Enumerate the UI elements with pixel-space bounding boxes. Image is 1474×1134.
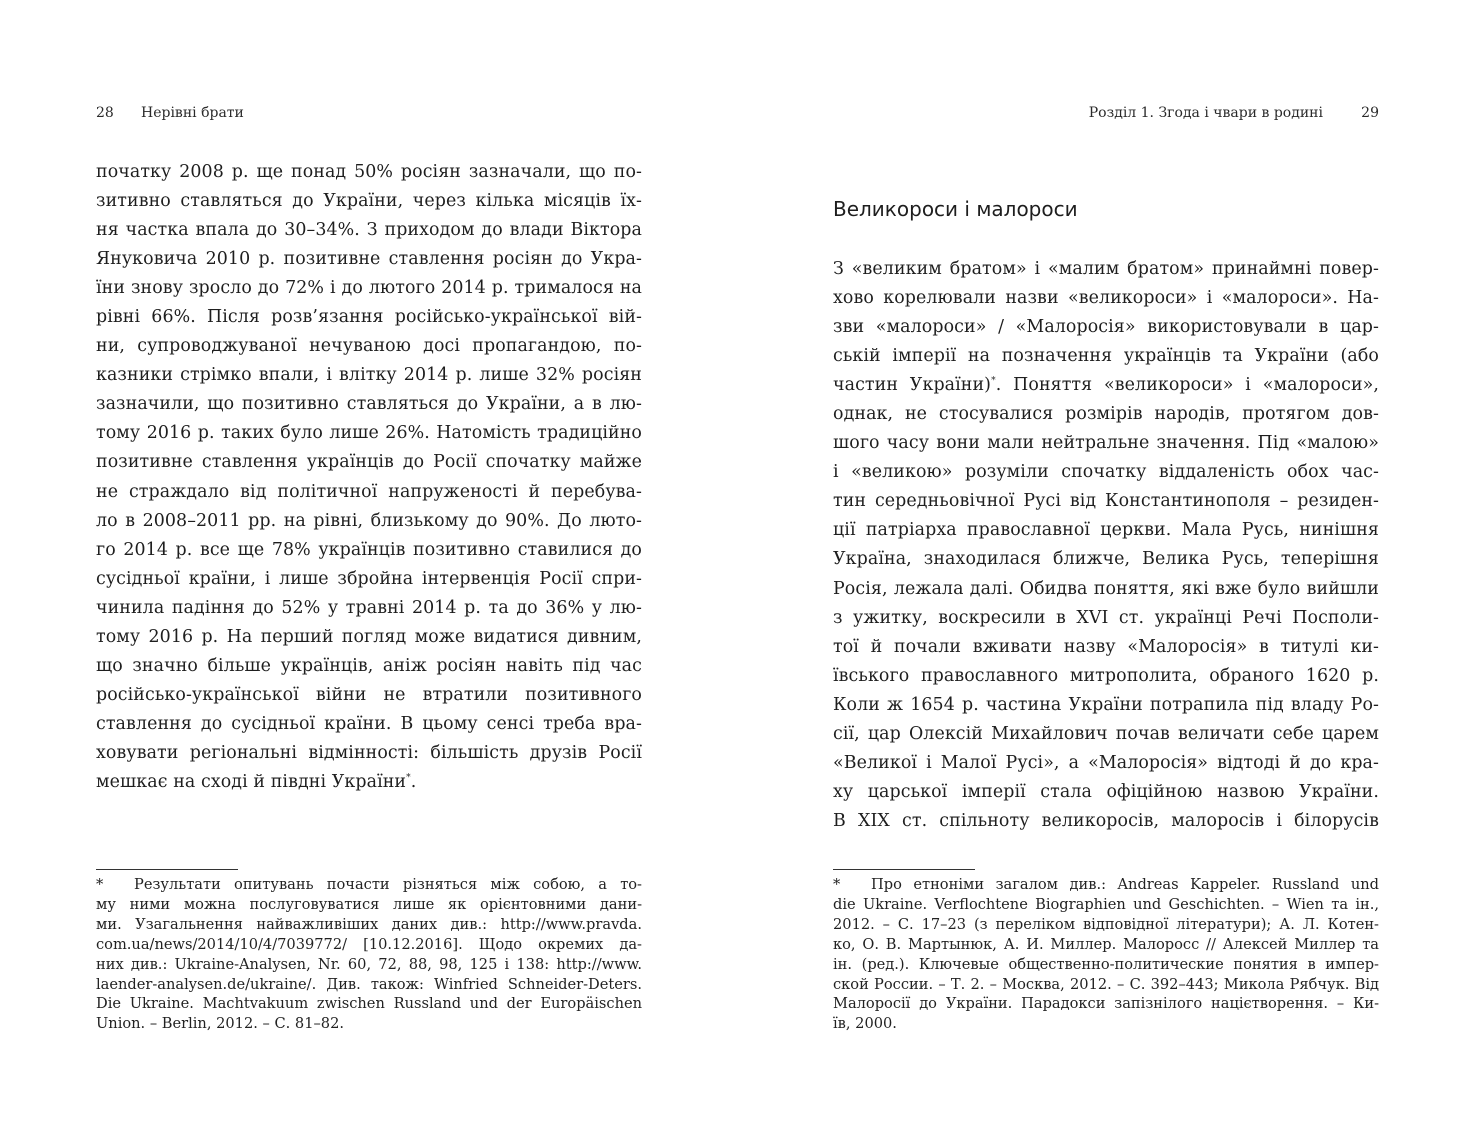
text-line-last [96, 768, 642, 797]
text-line: ції патріарха православної церкви. Мала Русь, нинішня [833, 520, 1379, 541]
footnote-reference[interactable]: * [991, 376, 996, 387]
body-text-right [833, 255, 1379, 836]
footnote-line: 2012. – С. 17–23 (з переліком відповідної літератури); А. Л. Котен- [833, 915, 1379, 933]
footnote-line: Union. – Berlin, 2012. – С. 81–82. [96, 1015, 344, 1033]
text-line [833, 371, 1379, 400]
text-line: хово корелювали назви «великороси» і «малороси». На- [833, 288, 1379, 309]
footnote-line: ін. (ред.). Ключевые общественно-политические понятия в импер- [833, 955, 1379, 973]
text-line: однак, не стосувалися розмірів народів, протягом дов- [833, 404, 1379, 425]
text-line: зитивно ставляться до України, через кілька місяців їх- [96, 191, 642, 212]
footnote-line: му ними можна послуговуватися лише як орієнтовними дани- [96, 895, 642, 913]
footnote-line: них див.: Ukraine-Analysen, Nr. 60, 72, 88, 98, 125 і 138: http://www. [96, 955, 642, 973]
footnote-right [833, 875, 1379, 1034]
text-line: рівні 66%. Після розв’язання російсько-української вій- [96, 307, 642, 328]
text-segment: . Поняття «великороси» і «малороси», [995, 375, 1379, 396]
text-segment: частин України) [833, 375, 992, 396]
text-line: що значно більше українців, аніж росіян навіть під час [96, 655, 642, 676]
text-line: В XIX ст. спільноту великоросів, малоросів і білорусів [833, 810, 1379, 831]
text-line: З «великим братом» і «малим братом» принаймні повер- [833, 259, 1379, 279]
footnote-text: Результати опитувань почасти різняться між собою, а то- [134, 876, 642, 893]
running-title-left: Нерівні брати [141, 105, 244, 121]
text-line: чинила падіння до 52% у травні 2014 р. та до 36% у лю- [96, 597, 642, 618]
text-line: ївського православного митрополита, обраного 1620 р. [833, 665, 1379, 686]
footnote-text: Про етноніми загалом див.: Andreas Kappeler. Russland und [871, 876, 1379, 893]
text-line: «Великої і Малої Русі», а «Малоросія» відтоді й до кра- [833, 752, 1379, 773]
text-line: початку 2008 р. ще понад 50% росіян зазначали, що по- [96, 162, 642, 182]
text-line: Коли ж 1654 р. частина України потрапила під владу Ро- [833, 694, 1379, 715]
footnote-rule-left [96, 869, 238, 870]
text-line: ставлення до сусідньої країни. В цьому сенсі треба вра- [96, 713, 642, 734]
text-line: російсько-української війни не втратили позитивного [96, 684, 642, 705]
text-line: з ужитку, воскресили в XVI ст. українці Речі Посполи- [833, 607, 1379, 628]
text-line: го 2014 р. все ще 78% українців позитивно ставилися до [96, 539, 642, 560]
text-line: казники стрімко впали, і влітку 2014 р. лише 32% росіян [96, 365, 642, 386]
footnote-line: Малоросії до України. Парадокси запізнілого націєтворення. – Ки- [833, 995, 1379, 1013]
page-number-right: 29 [1361, 105, 1379, 121]
text-line: сії, цар Олексій Михайлович почав величати себе царем [833, 723, 1379, 744]
page-number-left: 28 [96, 105, 114, 121]
text-line: їни знову зросло до 72% і до лютого 2014 р. трималося на [96, 278, 642, 299]
text-line: не страждало від політичної напруженості й перебува- [96, 481, 642, 502]
footnote-line [96, 875, 642, 895]
footnote-line: ми. Узагальнення найважливіших даних див.: http://www.pravda. [96, 915, 642, 933]
section-heading: Великороси і малороси [833, 197, 1078, 221]
footnote-line: Die Ukraine. Machtvakuum zwischen Russland und der Europäischen [96, 995, 642, 1013]
footnote-line: laender-analysen.de/ukraine/. Див. також: Winfried Schneider-Deters. [96, 975, 642, 993]
footnote-reference[interactable]: * [406, 772, 411, 783]
footnote-line: їв, 2000. [833, 1015, 897, 1033]
footnote-line: ской России. – Т. 2. – Москва, 2012. – С. 392–443; Микола Рябчук. Від [833, 975, 1379, 993]
text-line: і «великою» розуміли спочатку віддаленість обох час- [833, 462, 1379, 483]
text-line: тин середньовічної Русі від Константинополя – резиден- [833, 491, 1379, 512]
text-line: ській імперії на позначення українців та України (або [833, 346, 1379, 367]
text-line: ло в 2008–2011 рр. на рівні, близькому до 90%. До люто- [96, 510, 642, 531]
text-line: тому 2016 р. На перший погляд може видатися дивним, [96, 626, 642, 647]
running-title-right: Розділ 1. Згода і чвари в родині [1088, 105, 1323, 121]
text-line: Росія, лежала далі. Обидва поняття, які вже було вийшли [833, 578, 1379, 599]
text-line: тому 2016 р. таких було лише 26%. Натомість традиційно [96, 423, 642, 444]
body-text-left [96, 158, 642, 797]
text-line: ня частка впала до 30–34%. З приходом до влади Віктора [96, 220, 642, 241]
text-line: шого часу вони мали нейтральне значення. Під «малою» [833, 433, 1379, 454]
text-line: ховувати регіональні відмінності: більшість друзів Росії [96, 742, 642, 763]
footnote-line: die Ukraine. Verflochtene Biographien und Geschichten. – Wien та ін., [833, 895, 1379, 913]
text-line: ни, супроводжуваної нечуваною досі пропагандою, по- [96, 336, 642, 357]
footnote-line: com.ua/news/2014/10/4/7039772/ [10.12.2016]. Щодо окремих да- [96, 935, 642, 953]
text-line: Януковича 2010 р. позитивне ставлення росіян до Укра- [96, 249, 642, 270]
text-line: ху царської імперії стала офіційною назвою України. [833, 781, 1379, 802]
footnote-rule-right [833, 869, 975, 870]
footnote-line [833, 875, 1379, 895]
footnote-line: ко, О. В. Мартынюк, А. И. Миллер. Малоросс // Алексей Миллер та [833, 935, 1379, 953]
right-page [833, 0, 1379, 1134]
text-segment: мешкає на сході й півдні України [96, 771, 407, 792]
text-line: Україна, знаходилася ближче, Велика Русь, теперішня [833, 549, 1379, 570]
text-line: зви «малороси» / «Малоросія» використовували в цар- [833, 317, 1379, 338]
footnote-left [96, 875, 642, 1034]
text-segment: . [410, 771, 417, 792]
text-line: зазначили, що позитивно ставляться до України, а в лю- [96, 394, 642, 415]
text-line: сусідньої країни, і лише збройна інтервенція Росії спри- [96, 568, 642, 589]
text-line: тої й почали вживати назву «Малоросія» в титулі ки- [833, 636, 1379, 657]
footnote-asterisk: * [96, 876, 104, 893]
left-page [96, 0, 642, 1134]
text-line: позитивне ставлення українців до Росії спочатку майже [96, 452, 642, 473]
footnote-asterisk: * [833, 876, 841, 893]
